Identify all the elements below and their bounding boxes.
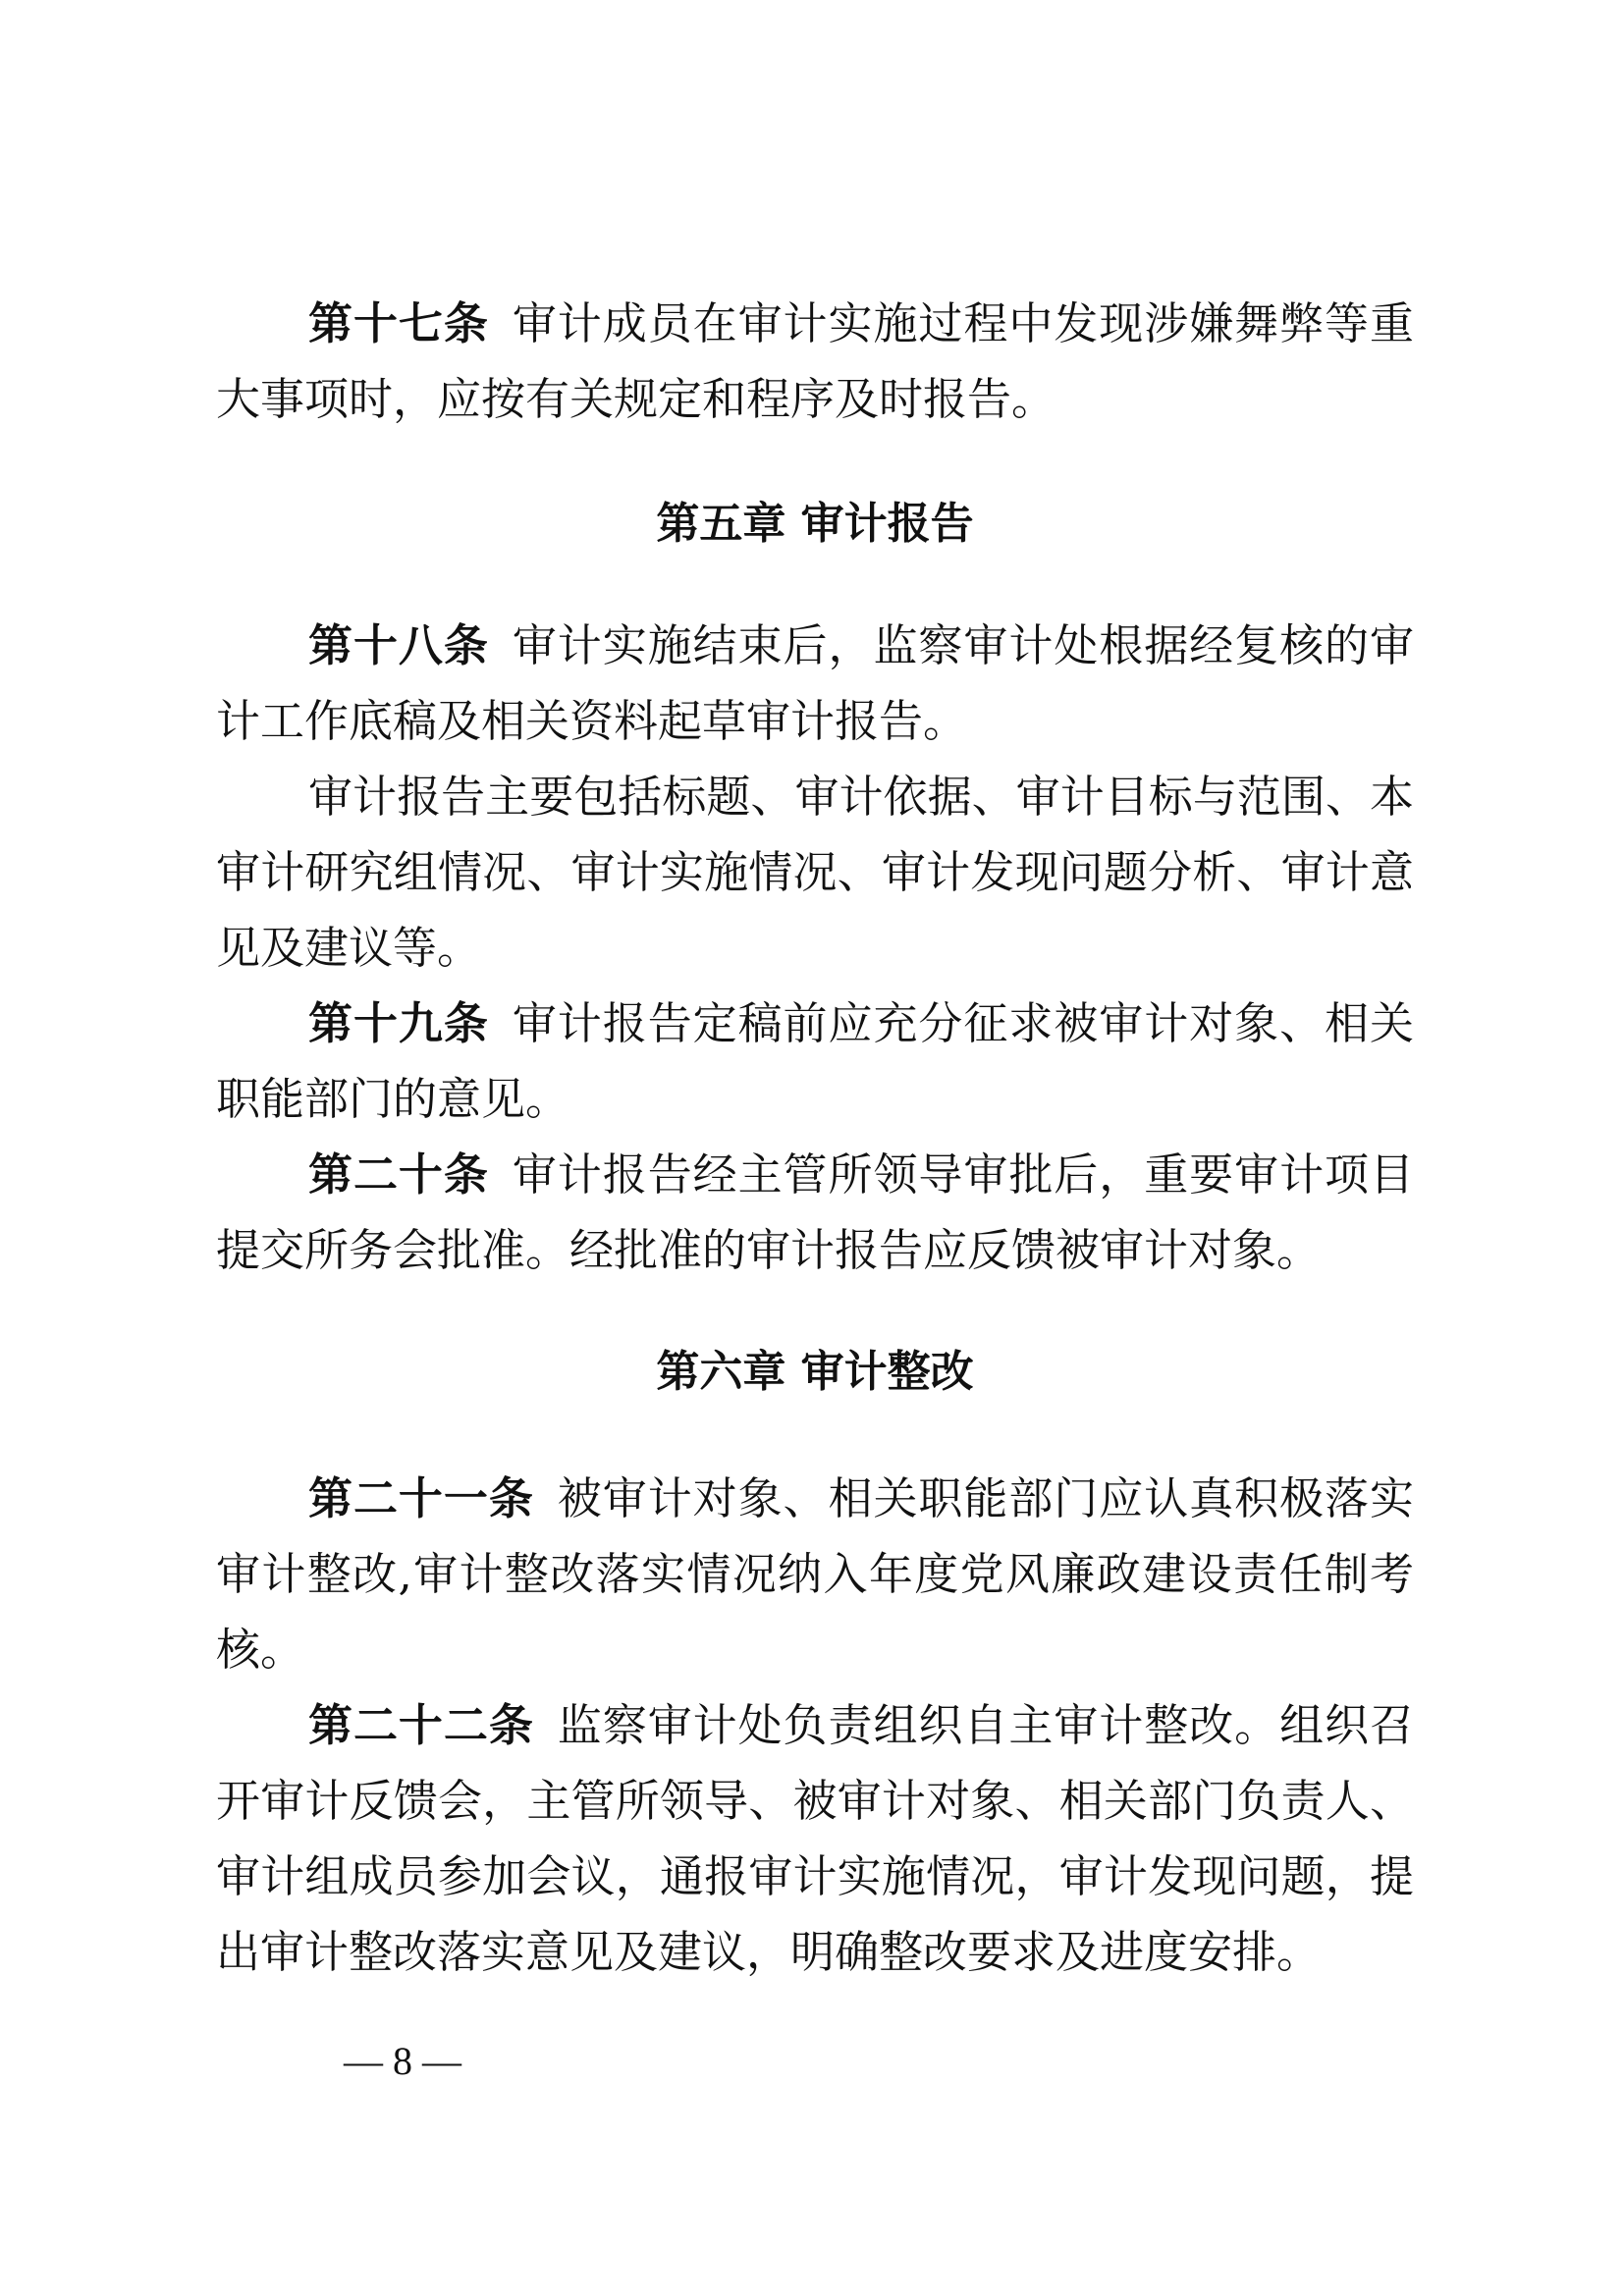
article-18-label: 第十八条 — [308, 619, 489, 671]
article-20-text-line-2: 提交所务会批准。经批准的审计报告应反馈被审计对象。 — [216, 1224, 1322, 1276]
article-20-text-line-1: 审计报告经主管所领导审批后，重要审计项目 — [512, 1148, 1414, 1201]
article-19-text-line-2: 职能部门的意见。 — [216, 1073, 570, 1125]
article-21-text-line-2: 审计整改,审计整改落实情况纳入年度党风廉政建设责任制考 — [216, 1548, 1414, 1600]
article-17-label: 第十七条 — [308, 297, 489, 349]
report-content-line-2: 审计研究组情况、审计实施情况、审计发现问题分析、审计意 — [216, 846, 1414, 898]
article-22-label: 第二十二条 — [308, 1699, 534, 1751]
article-18-first-line — [308, 616, 1414, 675]
article-21-first-line — [308, 1469, 1414, 1528]
article-17-text-line-1: 审计成员在审计实施过程中发现涉嫌舞弊等重 — [512, 297, 1414, 349]
article-22-text-line-4: 出审计整改落实意见及建议，明确整改要求及进度安排。 — [216, 1926, 1322, 1978]
article-17-first-line — [308, 294, 1414, 353]
article-19-label: 第十九条 — [308, 997, 489, 1049]
article-22-text-line-2: 开审计反馈会，主管所领导、被审计对象、相关部门负责人、 — [216, 1775, 1414, 1827]
article-20-label: 第二十条 — [308, 1148, 489, 1201]
report-content-line-3: 见及建议等。 — [216, 922, 482, 974]
article-19-text-line-1: 审计报告定稿前应充分征求被审计对象、相关 — [512, 997, 1414, 1049]
article-22-first-line — [308, 1696, 1414, 1755]
article-18-text-line-1: 审计实施结束后，监察审计处根据经复核的审 — [512, 619, 1414, 671]
article-21-label: 第二十一条 — [308, 1472, 534, 1524]
report-content-line-1: 审计报告主要包括标题、审计依据、审计目标与范围、本 — [308, 771, 1414, 823]
article-17-text-line-2: 大事项时，应按有关规定和程序及时报告。 — [216, 373, 1056, 425]
article-18-text-line-2: 计工作底稿及相关资料起草审计报告。 — [216, 695, 968, 747]
article-22-text-line-1: 监察审计处负责组织自主审计整改。组织召 — [557, 1699, 1414, 1751]
article-22-text-line-3: 审计组成员参加会议，通报审计实施情况，审计发现问题，提 — [216, 1850, 1414, 1902]
page-number: — 8 — — [344, 2039, 461, 2083]
chapter-6-heading: 第六章 审计整改 — [656, 1347, 974, 1397]
article-19-first-line — [308, 994, 1414, 1053]
chapter-5-heading: 第五章 审计报告 — [656, 499, 974, 549]
article-21-text-line-3: 核。 — [216, 1624, 305, 1676]
article-21-text-line-1: 被审计对象、相关职能部门应认真积极落实 — [557, 1472, 1414, 1524]
article-20-first-line — [308, 1146, 1414, 1204]
